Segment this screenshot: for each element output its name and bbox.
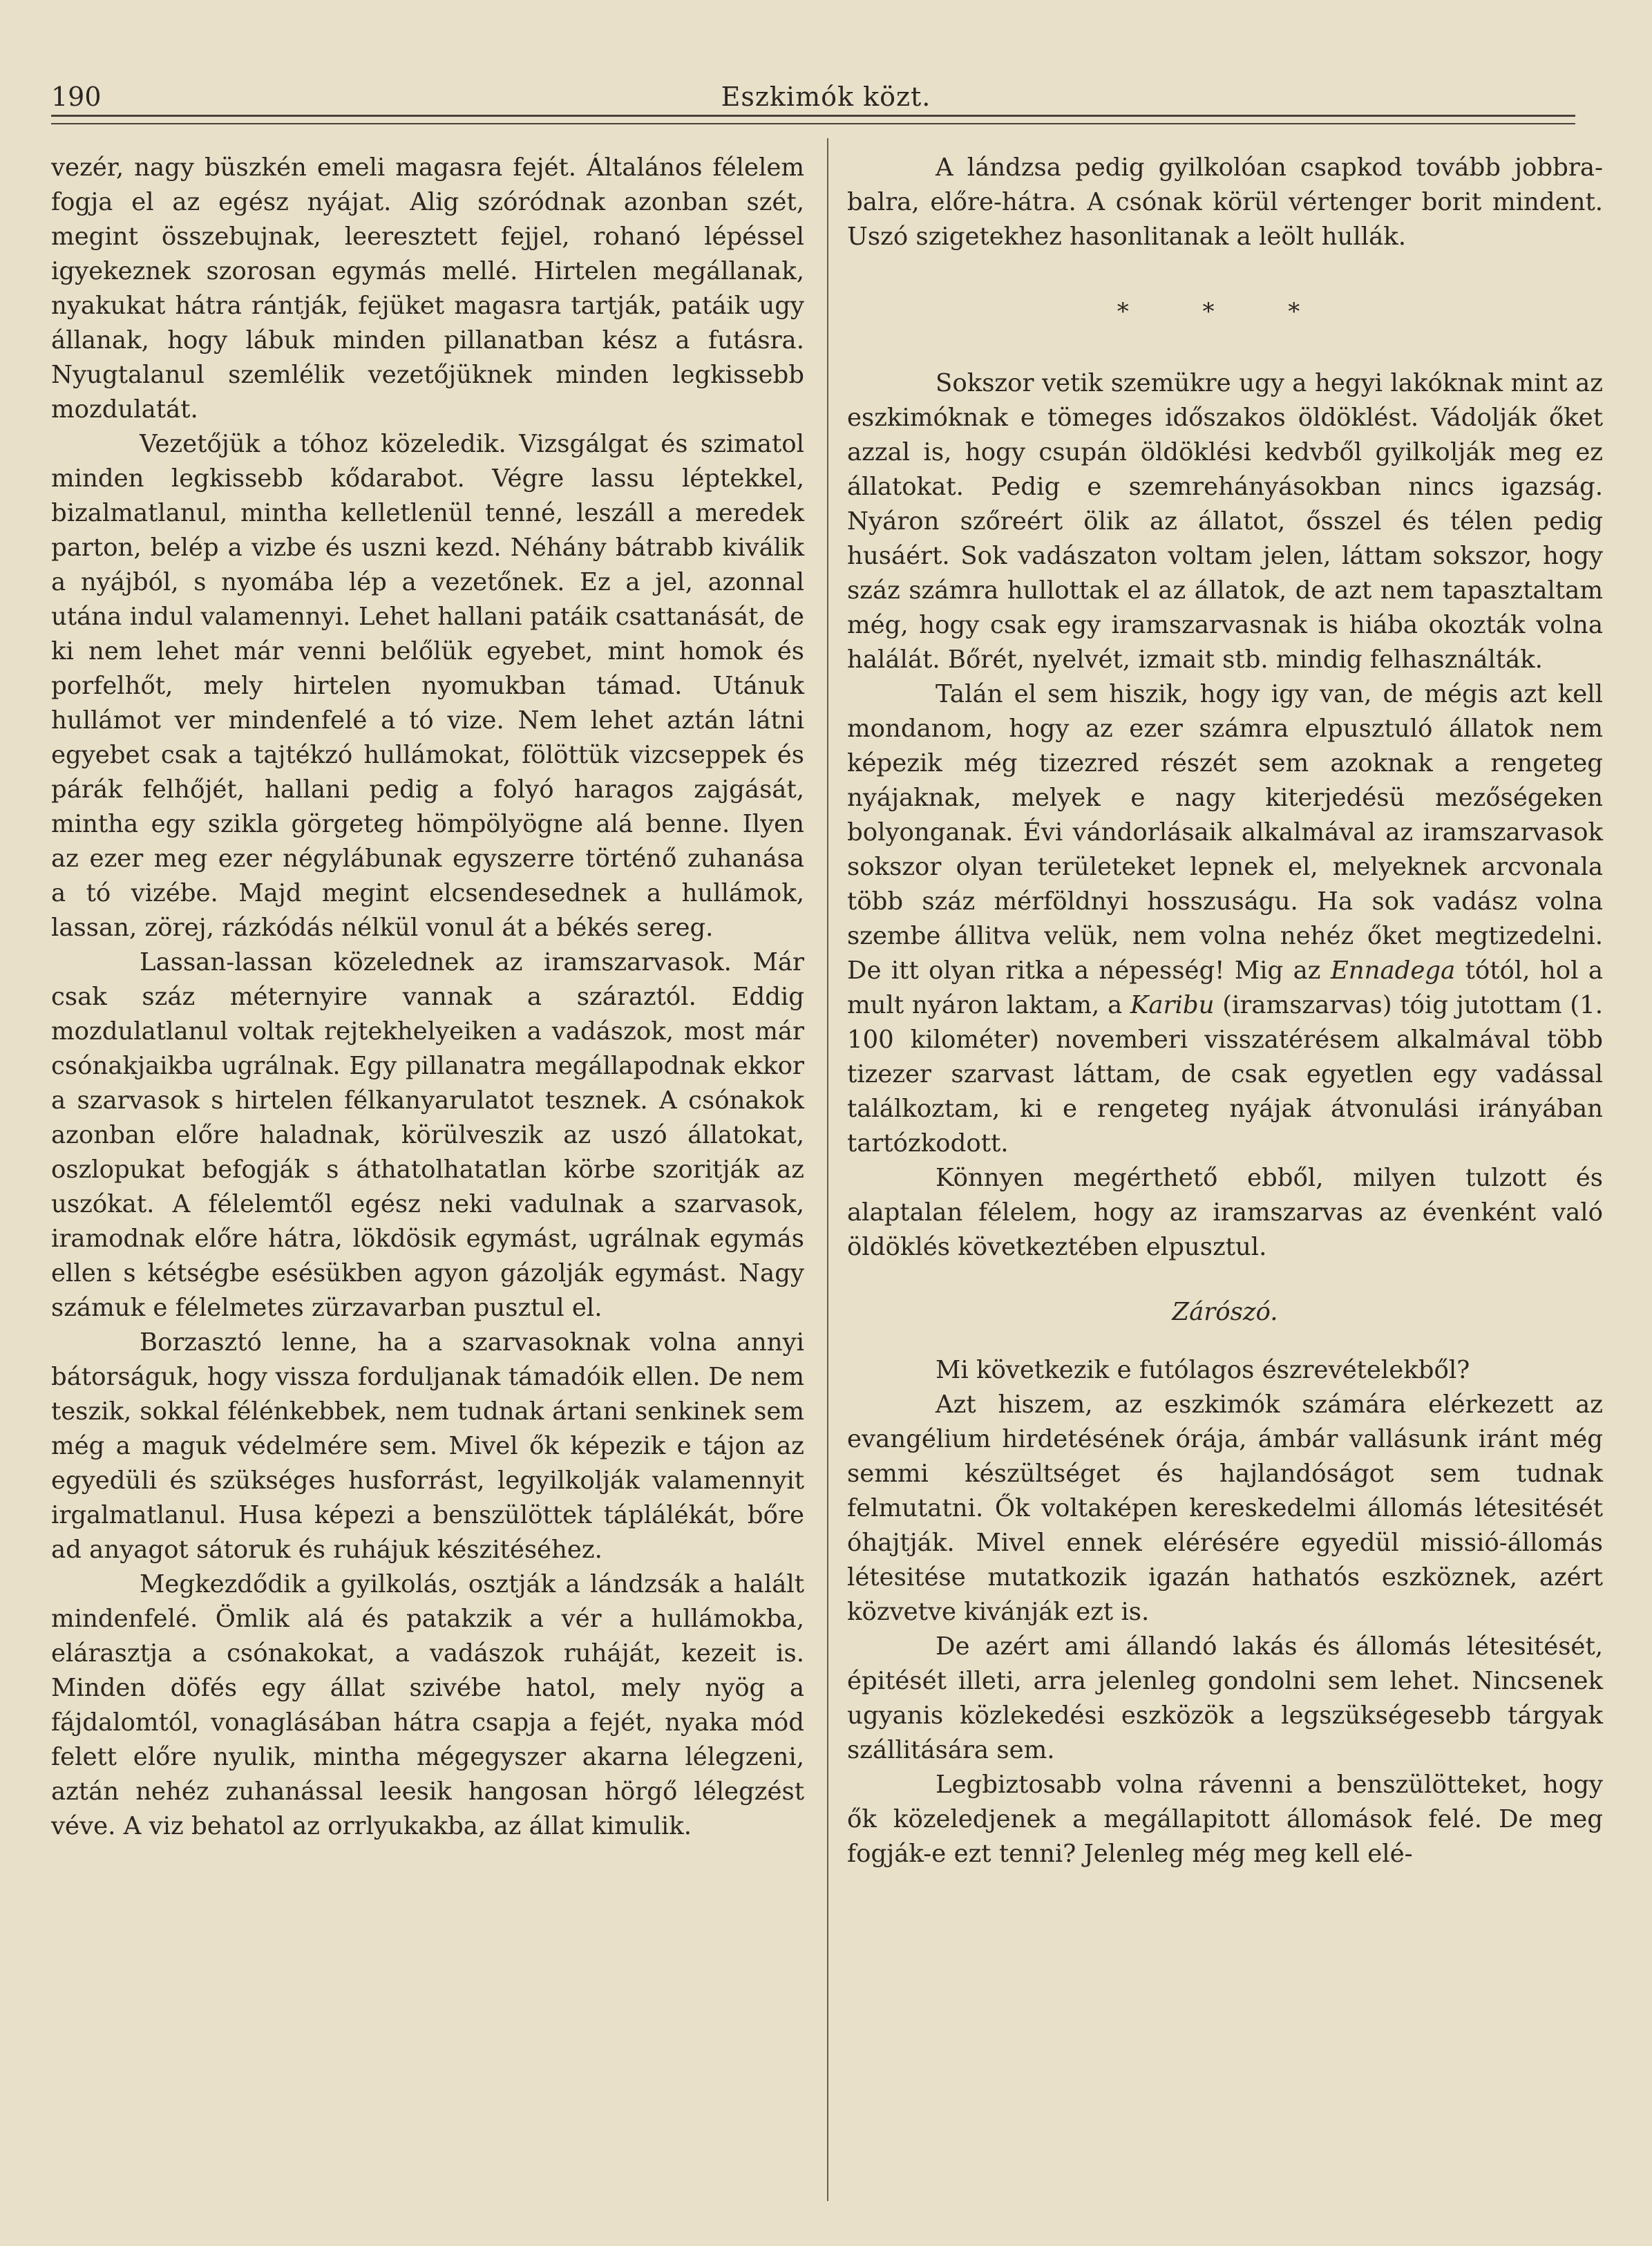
section-separator-stars: * * *	[1117, 298, 1333, 325]
paragraph: Mi következik e futólagos észrevételekből?	[936, 1356, 1470, 1384]
right-column	[847, 151, 1603, 1871]
paragraph: A lándzsa pedig gyilkolóan csapkod tovább jobbra-balra, előre-hátra. A csónak körül vértenger borit mindent. Uszó szigetekhez hasonlitanak a leölt hullák.	[847, 153, 1603, 251]
page-number: 190	[51, 82, 102, 112]
paragraph: Legbiztosabb volna rávenni a benszülötteket, hogy ők közeledjenek a megállapitott állomások felé. De meg fogják-e ezt tenni? Jelenleg még meg kell elé-	[847, 1771, 1603, 1868]
running-title: Eszkimók közt.	[721, 82, 931, 112]
place-name: Ennadega	[1330, 956, 1456, 985]
left-column	[51, 151, 804, 1844]
paragraph-text: tótól, hol a mult nyáron laktam, a	[847, 956, 1603, 1019]
paragraph	[847, 677, 1603, 1161]
paragraph: Azt hiszem, az eszkimók számára elérkezett az evangélium hirdetésének órája, ámbár vallásunk iránt még semmi készültséget és hajlandóságot sem tudnak felmutatni. Ők voltaképen kereskedelmi állomás létesitését óhajtják. Mivel ennek elérésére egyedül missió-állomás létesitése mutatkozik igazán hathatós eszköznek, azért közvetve kivánják ezt is.	[847, 1390, 1603, 1626]
column-divider	[827, 138, 828, 2201]
paragraph: Megkezdődik a gyilkolás, osztják a lándzsák a halált mindenfelé. Ömlik alá és patakzik a vér a hullámokba, elárasztja a csónakokat, a vadászok ruháját, kezeit is. Minden döfés egy állat szivébe hatol, mely nyög a fájdalomtól, vonaglásában hátra csapja a fejét, nyaka mód felett előre nyulik, mintha mégegyszer akarna lélegzeni, aztán nehéz zuhanással leesik hangosan hörgő lélegzést véve. A viz behatol az orrlyukakba, az állat kimulik.	[51, 1570, 804, 1840]
paragraph: Borzasztó lenne, ha a szarvasoknak volna annyi bátorságuk, hogy vissza forduljanak támadóik ellen. De nem teszik, sokkal félénkebbek, nem tudnak ártani senkinek sem még a maguk védelmére sem. Mivel ők képezik e tájon az egyedüli és szükséges husforrást, legyilkolják valamennyit irgalmatlanul. Husa képezi a benszülöttek táplálékát, bőre ad anyagot sátoruk és ruhájuk készitéséhez.	[51, 1328, 804, 1564]
paragraph: vezér, nagy büszkén emeli magasra fejét. Általános félelem fogja el az egész nyájat. Alig szóródnak azonban szét, megint összebujnak, leeresztett fejjel, rohanó lépéssel igyekeznek szorosan egymás mellé. Hirtelen megállanak, nyakukat hátra rántják, fejüket magasra tartják, patáik ugy állanak, hogy lábuk minden pillanatban kész a futásra. Nyugtalanul szemlélik vezetőjüknek minden legkissebb mozdulatát.	[51, 153, 804, 424]
paragraph-text: (iramszarvas) tóig jutottam (1. 100 kilométer) novemberi visszatérésem alkalmával több tizezer szarvast láttam, de csak egyetlen egy vadással találkoztam, ki e rengeteg nyájak átvonulási irányában tartózkodott.	[847, 991, 1603, 1158]
paragraph: Lassan-lassan közelednek az iramszarvasok. Már csak száz méternyire vannak a száraztól. Eddig mozdulatlanul voltak rejtekhelyeiken a vadászok, most már csónakjaikba ugrálnak. Egy pillanatra megállapodnak ekkor a szarvasok s hirtelen félkanyarulatot tesznek. A csónakok azonban előre haladnak, körülveszik az uszó állatokat, oszlopukat befogják s áthatolhatatlan körbe szoritják az uszókat. A félelemtől egész neki vadulnak a szarvasok, iramodnak előre hátra, lökdösik egymást, ugrálnak egymás ellen s kétségbe esésükben agyon gázolják egymást. Nagy számuk e félelmetes zürzavarban pusztul el.	[51, 948, 804, 1322]
header-rule-thin	[51, 123, 1575, 124]
header-rule	[51, 115, 1575, 117]
paragraph: Könnyen megérthető ebből, milyen tulzott és alaptalan félelem, hogy az iramszarvas az évenként való öldöklés következtében elpusztul.	[847, 1164, 1603, 1261]
paragraph: De azért ami állandó lakás és állomás létesitését, épitését illeti, arra jelenleg gondolni sem lehet. Nincsenek ugyanis közlekedési eszközök a legszükségesebb tárgyak szállitására sem.	[847, 1632, 1603, 1764]
paragraph: Vezetőjük a tóhoz közeledik. Vizsgálgat és szimatol minden legkissebb kődarabot. Végre lassu léptekkel, bizalmatlanul, mintha kelletlenül tenné, leszáll a meredek parton, belép a vizbe és uszni kezd. Néhány bátrabb kiválik a nyájból, s nyomába lép a vezetőnek. Ez a jel, azonnal utána indul valamennyi. Lehet hallani patáik csattanását, de ki nem lehet már venni belőlük egyebet, mint homok és porfelhőt, mely hirtelen nyomukban támad. Utánuk hullámot ver mindenfelé a tó vize. Nem lehet aztán látni egyebet csak a tajtékzó hullámokat, fölöttük vizcseppek és párák felhőjét, hallani pedig a folyó haragos zajgását, mintha egy szikla görgeteg hömpölyögne alá benne. Ilyen az ezer meg ezer négylábunak egyszerre történő zuhanása a tó vizébe. Majd megint elcsendesednek a hullámok, lassan, zörej, rázkódás nélkül vonul át a békés sereg.	[51, 430, 804, 942]
section-title: Zárószó.	[1172, 1298, 1278, 1326]
place-name: Karibu	[1130, 991, 1215, 1019]
paragraph: Sokszor vetik szemükre ugy a hegyi lakóknak mint az eszkimóknak e tömeges időszakos öldöklést. Vádolják őket azzal is, hogy csupán öldöklési kedvből gyilkolják meg ez állatokat. Pedig e szemrehányásokban nincs igazság. Nyáron szőreért ölik az állatot, ősszel és télen pedig husáért. Sok vadászaton voltam jelen, láttam sokszor, hogy száz számra hullottak el az állatok, de azt nem tapasztaltam még, hogy csak egy iramszarvasnak is hiába okozták volna halálát. Bőrét, nyelvét, izmait stb. mindig felhasználták.	[847, 369, 1603, 674]
paragraph-text: Talán el sem hiszik, hogy igy van, de mégis azt kell mondanom, hogy az ezer számra elpusztuló állatok nem képezik még tizezred részét sem azoknak a rengeteg nyájaknak, melyek e nagy kiterjedésü mezőségeken bolyonganak. Évi vándorlásaik alkalmával az iramszarvasok sokszor olyan területeket lepnek el, melyeknek arcvonala több száz mérföldnyi hosszuságu. Ha sok vadász volna szembe állitva velük, nem volna nehéz őket megtizedelni. De itt olyan ritka a népesség! Mig az	[847, 680, 1603, 985]
